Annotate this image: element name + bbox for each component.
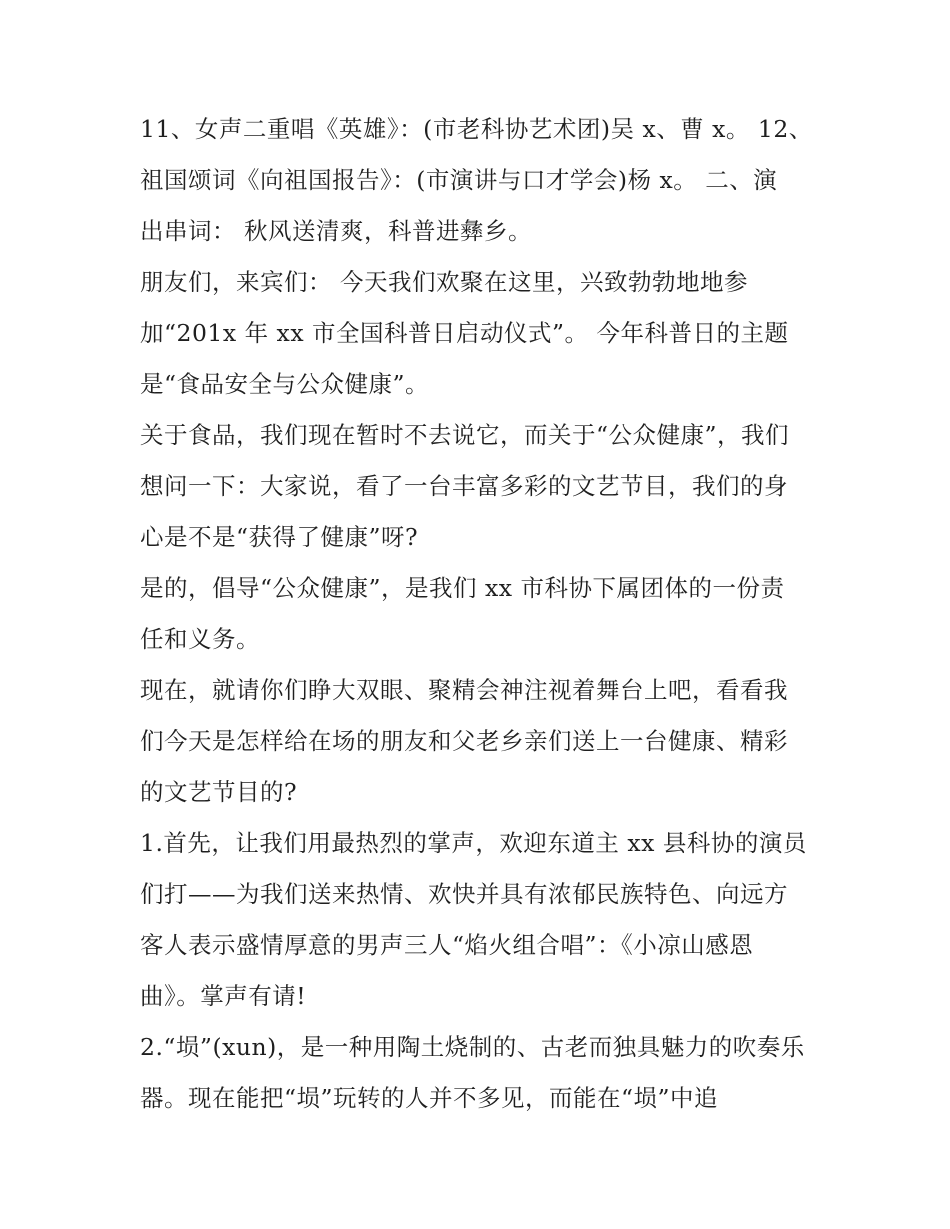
text-line: 们打——为我们送来热情、欢快并具有浓郁民族特色、向远方 — [140, 880, 788, 908]
text-line: 心是不是“获得了健康”呀? — [140, 523, 419, 551]
text-line: 任和义务。 — [140, 625, 260, 653]
text-line: 朋友们，来宾们： 今天我们欢聚在这里，兴致勃勃地地参 — [140, 268, 748, 296]
text-line: 器。现在能把“埙”玩转的人并不多见，而能在“埙”中追 — [140, 1084, 719, 1112]
text-line: 想问一下：大家说，看了一台丰富多彩的文艺节目，我们的身 — [140, 472, 788, 500]
text-line: 关于食品，我们现在暂时不去说它，而关于“公众健康”，我们 — [140, 421, 790, 449]
document-body — [140, 104, 813, 1124]
text-line: 的文艺节目的? — [140, 778, 298, 806]
text-line: 2.“埙”(xun)，是一种用陶土烧制的、古老而独具魅力的吹奏乐 — [140, 1033, 805, 1061]
text-line: 11、女声二重唱《英雄》：(市老科协艺术团)吴 x、曹 x。 12、 — [140, 115, 813, 143]
text-line: 加“201x 年 xx 市全国科普日启动仪式”。 今年科普日的主题 — [140, 319, 789, 347]
text-line: 祖国颂词《向祖国报告》：(市演讲与口才学会)杨 x。 二、演 — [140, 166, 778, 194]
text-line: 现在，就请你们睁大双眼、聚精会神注视着舞台上吧，看看我 — [140, 676, 788, 704]
text-line: 曲》。掌声有请! — [140, 982, 307, 1010]
text-line: 是的，倡导“公众健康”，是我们 xx 市科协下属团体的一份责 — [140, 574, 785, 602]
text-line: 是“食品安全与公众健康”。 — [140, 370, 430, 398]
text-line: 客人表示盛情厚意的男声三人“焰火组合唱”：《小凉山感恩 — [140, 931, 754, 959]
text-line: 们今天是怎样给在场的朋友和父老乡亲们送上一台健康、精彩 — [140, 727, 788, 755]
text-line: 出串词： 秋风送清爽，科普进彝乡。 — [140, 217, 532, 245]
text-line: 1.首先，让我们用最热烈的掌声，欢迎东道主 xx 县科协的演员 — [140, 829, 807, 857]
